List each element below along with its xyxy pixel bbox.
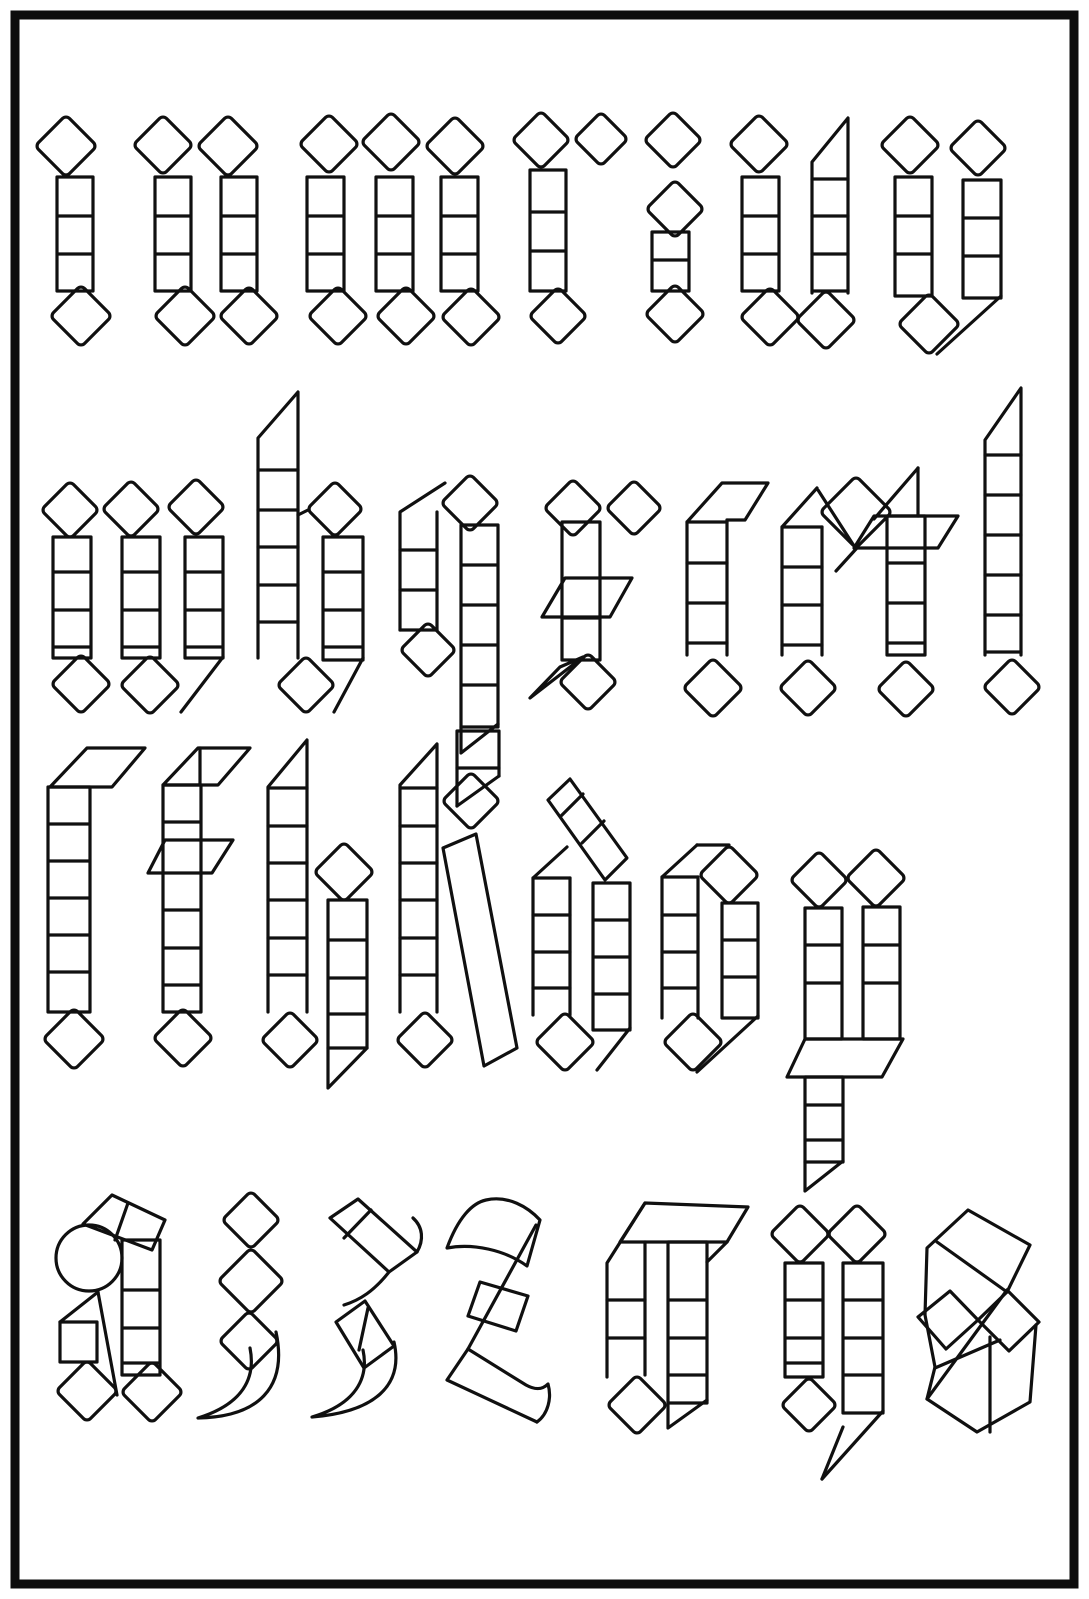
- glyph-o: [662, 845, 759, 1072]
- glyph-h: [261, 740, 374, 1088]
- glyph-k-stroke: [400, 744, 437, 1012]
- glyph-k-stroke: [396, 1011, 454, 1069]
- glyph-w-stroke: [53, 537, 91, 658]
- glyph-y-stroke: [843, 1263, 883, 1413]
- glyph-g-stroke: [607, 1375, 667, 1435]
- glyph-r: [512, 111, 628, 345]
- glyph-f: [148, 748, 250, 1068]
- glyph-w-stroke: [120, 655, 180, 715]
- glyph-b-stroke: [258, 392, 298, 658]
- glyph-d-stroke: [533, 847, 567, 1015]
- glyph-n-stroke: [219, 286, 279, 346]
- glyph-w: [41, 478, 225, 715]
- glyph-l: [983, 388, 1041, 716]
- glyph-i-stroke: [57, 177, 93, 291]
- glyph-p-stroke: [787, 1039, 903, 1077]
- glyph-b-stroke: [277, 656, 335, 714]
- glyph-r-stroke: [529, 287, 587, 345]
- glyph-f-stroke: [163, 785, 201, 1012]
- glyph-v-stroke: [963, 180, 1001, 298]
- glyph-g: [607, 1203, 748, 1435]
- glyph-a-stroke: [115, 1203, 128, 1240]
- glyph-long-s-stroke: [43, 1008, 105, 1070]
- glyph-y-stroke: [785, 1263, 823, 1377]
- glyph-n-stroke: [197, 115, 259, 177]
- glyph-i-dotted-stroke: [646, 180, 704, 238]
- glyph-q: [400, 474, 499, 753]
- glyph-w-stroke: [185, 537, 223, 658]
- glyph-w-stroke: [181, 657, 223, 712]
- glyph-v-stroke: [880, 115, 940, 175]
- glyph-i: [35, 115, 112, 347]
- glyph-o-stroke: [663, 1012, 723, 1072]
- glyph-n-stroke: [133, 115, 193, 175]
- glyph-y-stroke: [781, 1377, 837, 1433]
- glyph-o-stroke: [662, 845, 697, 1018]
- glyph-d-stroke: [548, 779, 627, 880]
- glyph-a-stroke: [56, 1225, 122, 1291]
- glyph-l-stroke: [983, 658, 1041, 716]
- glyph-r-stroke: [574, 112, 628, 166]
- glyph-h-stroke: [261, 1011, 319, 1069]
- glyph-z-form-2-stroke: [344, 1210, 371, 1238]
- glyph-y-stroke: [770, 1204, 830, 1264]
- glyph-x-stroke: [559, 653, 617, 711]
- glyph-u-stroke: [796, 290, 856, 350]
- glyph-s-stroke: [978, 1291, 1039, 1351]
- glyph-p-stroke: [790, 851, 848, 909]
- glyph-w-stroke: [102, 480, 160, 538]
- glyph-z-crossed-stroke: [447, 1199, 540, 1266]
- glyph-i-dotted: [644, 111, 705, 344]
- glyph-long-s: [43, 748, 145, 1070]
- glyph-r-stroke: [530, 170, 566, 291]
- glyph-d-stroke: [597, 1028, 630, 1070]
- glyph-y-stroke: [827, 1204, 887, 1264]
- glyph-m-stroke: [441, 287, 501, 347]
- glyph-u-stroke: [740, 287, 800, 347]
- glyph-long-s-stroke: [48, 787, 90, 1012]
- glyph-a-stroke: [121, 1361, 183, 1423]
- glyph-i-dotted-stroke: [652, 232, 689, 291]
- glyph-n-stroke: [154, 285, 216, 347]
- glyph-u-stroke: [729, 114, 789, 174]
- glyph-d-stroke: [535, 1012, 595, 1072]
- glyph-b-stroke: [323, 537, 363, 660]
- glyph-z-form-1-stroke: [198, 1332, 279, 1418]
- glyph-c-stroke: [683, 658, 743, 718]
- glyph-x-stroke: [530, 657, 583, 698]
- glyph-i-dotted-stroke: [645, 284, 705, 344]
- glyph-g-stroke: [707, 1242, 727, 1262]
- glyph-v: [880, 115, 1007, 355]
- glyph-v-stroke: [949, 119, 1007, 177]
- glyph-y-stroke: [822, 1411, 883, 1479]
- glyph-s: [918, 1210, 1039, 1432]
- glyph-m-stroke: [361, 112, 421, 172]
- glyph-z-form-2-stroke: [359, 1308, 368, 1350]
- glyph-a-stroke: [56, 1360, 118, 1422]
- glyph-w-stroke: [51, 654, 111, 714]
- glyph-z-crossed: [447, 1199, 550, 1422]
- glyph-o-stroke: [699, 845, 759, 905]
- glyph-a-stroke: [122, 1240, 160, 1375]
- glyph-c: [683, 483, 768, 718]
- glyph-z-form-1-stroke: [222, 1191, 280, 1249]
- glyph-m-stroke: [441, 177, 478, 291]
- glyph-f-stroke: [148, 840, 233, 873]
- glyph-m-stroke: [308, 286, 368, 346]
- glyph-z-form-1-stroke: [218, 1248, 284, 1314]
- glyph-h-stroke: [328, 1048, 367, 1088]
- glyph-f-stroke: [153, 1008, 213, 1068]
- glyph-w-stroke: [122, 537, 160, 658]
- glyph-f-stroke: [163, 748, 250, 785]
- glyph-p-stroke: [846, 848, 906, 908]
- glyph-x-stroke: [544, 479, 602, 537]
- glyph-t-stroke: [887, 516, 925, 655]
- glyph-w-stroke: [167, 478, 225, 536]
- glyph-h-stroke: [268, 740, 307, 1012]
- glyph-u: [729, 114, 856, 350]
- glyph-h-stroke: [314, 842, 374, 902]
- glyph-h-stroke: [328, 900, 367, 1048]
- glyph-g-stroke: [620, 1203, 748, 1242]
- glyph-y: [770, 1204, 887, 1479]
- glyph-d-stroke: [561, 794, 583, 816]
- glyph-a: [56, 1195, 183, 1423]
- glyph-x-stroke: [542, 578, 632, 617]
- glyph-x-stroke: [606, 480, 662, 536]
- glyph-p-stroke: [863, 907, 900, 1039]
- glyph-z-crossed-stroke: [468, 1282, 528, 1331]
- glyph-v-stroke: [937, 296, 1001, 354]
- glyph-z-crossed-stroke: [468, 1349, 550, 1422]
- glyph-s-stroke: [925, 1315, 935, 1367]
- glyph-m-stroke: [376, 177, 413, 291]
- glyph-z-form-2-stroke: [344, 1272, 389, 1305]
- glyph-w-stroke: [41, 481, 99, 539]
- glyph-k-stroke: [443, 834, 517, 1066]
- glyph-u-stroke: [812, 118, 848, 293]
- glyph-r-stroke: [512, 111, 570, 169]
- glyph-t-stroke: [874, 468, 918, 519]
- glyph-e-stroke: [782, 488, 817, 655]
- glyph-e-stroke: [818, 490, 856, 549]
- glyph-q-stroke: [441, 474, 499, 532]
- glyph-x: [530, 479, 662, 711]
- glyph-long-s-stroke: [50, 748, 145, 787]
- glyph-i-stroke: [35, 115, 97, 177]
- glyph-v-stroke: [895, 177, 932, 296]
- glyph-z-form-2: [312, 1199, 422, 1417]
- glyph-e-stroke: [779, 659, 837, 717]
- glyph-y-stroke: [822, 1427, 843, 1479]
- glyph-m: [299, 112, 501, 347]
- glyph-u-stroke: [742, 177, 779, 291]
- glyph-p: [787, 848, 906, 1191]
- glyph-m-stroke: [307, 177, 344, 291]
- glyph-b-stroke: [334, 658, 363, 712]
- glyph-a-stroke: [60, 1322, 97, 1362]
- glyph-t-stroke: [854, 516, 958, 548]
- glyph-d: [533, 779, 630, 1072]
- glyph-v-stroke: [898, 293, 960, 355]
- glyph-p-stroke: [805, 908, 842, 1039]
- glyph-z-form-2-stroke: [330, 1199, 417, 1272]
- glyph-z-form-2-stroke: [413, 1218, 422, 1252]
- glyph-i-stroke: [50, 285, 112, 347]
- glyph-n: [133, 115, 279, 347]
- glyph-o-stroke: [722, 903, 758, 1018]
- glyph-z-form-1: [198, 1191, 284, 1418]
- glyph-z-crossed-stroke: [447, 1349, 537, 1422]
- glyph-b: [258, 392, 363, 714]
- glyph-m-stroke: [376, 286, 436, 346]
- glyph-q-stroke: [461, 525, 498, 727]
- glyph-p-stroke: [805, 1161, 843, 1191]
- glyph-e: [779, 476, 892, 717]
- glyph-t: [854, 468, 958, 718]
- glyph-d-stroke: [593, 883, 630, 1030]
- glyph-b-stroke: [307, 481, 363, 537]
- glyph-e-stroke: [836, 549, 856, 571]
- glyph-g-stroke: [668, 1242, 707, 1403]
- glyph-a-stroke: [83, 1195, 165, 1250]
- glyph-x-stroke: [562, 522, 600, 660]
- glyph-p-stroke: [805, 1077, 843, 1162]
- glyph-g-stroke: [607, 1203, 645, 1377]
- glyph-t-stroke: [877, 660, 935, 718]
- glyph-d-stroke: [582, 821, 604, 843]
- glyph-k: [396, 731, 517, 1069]
- glyph-n-stroke: [155, 177, 191, 291]
- glyph-a-stroke: [60, 1292, 98, 1322]
- glyph-n-stroke: [221, 177, 257, 291]
- glyph-m-stroke: [299, 114, 359, 174]
- glyph-s-stroke: [937, 1242, 1007, 1292]
- glyph-i-dotted-stroke: [644, 111, 702, 169]
- glyph-z-form-1-stroke: [219, 1311, 279, 1371]
- glyph-m-stroke: [425, 116, 485, 176]
